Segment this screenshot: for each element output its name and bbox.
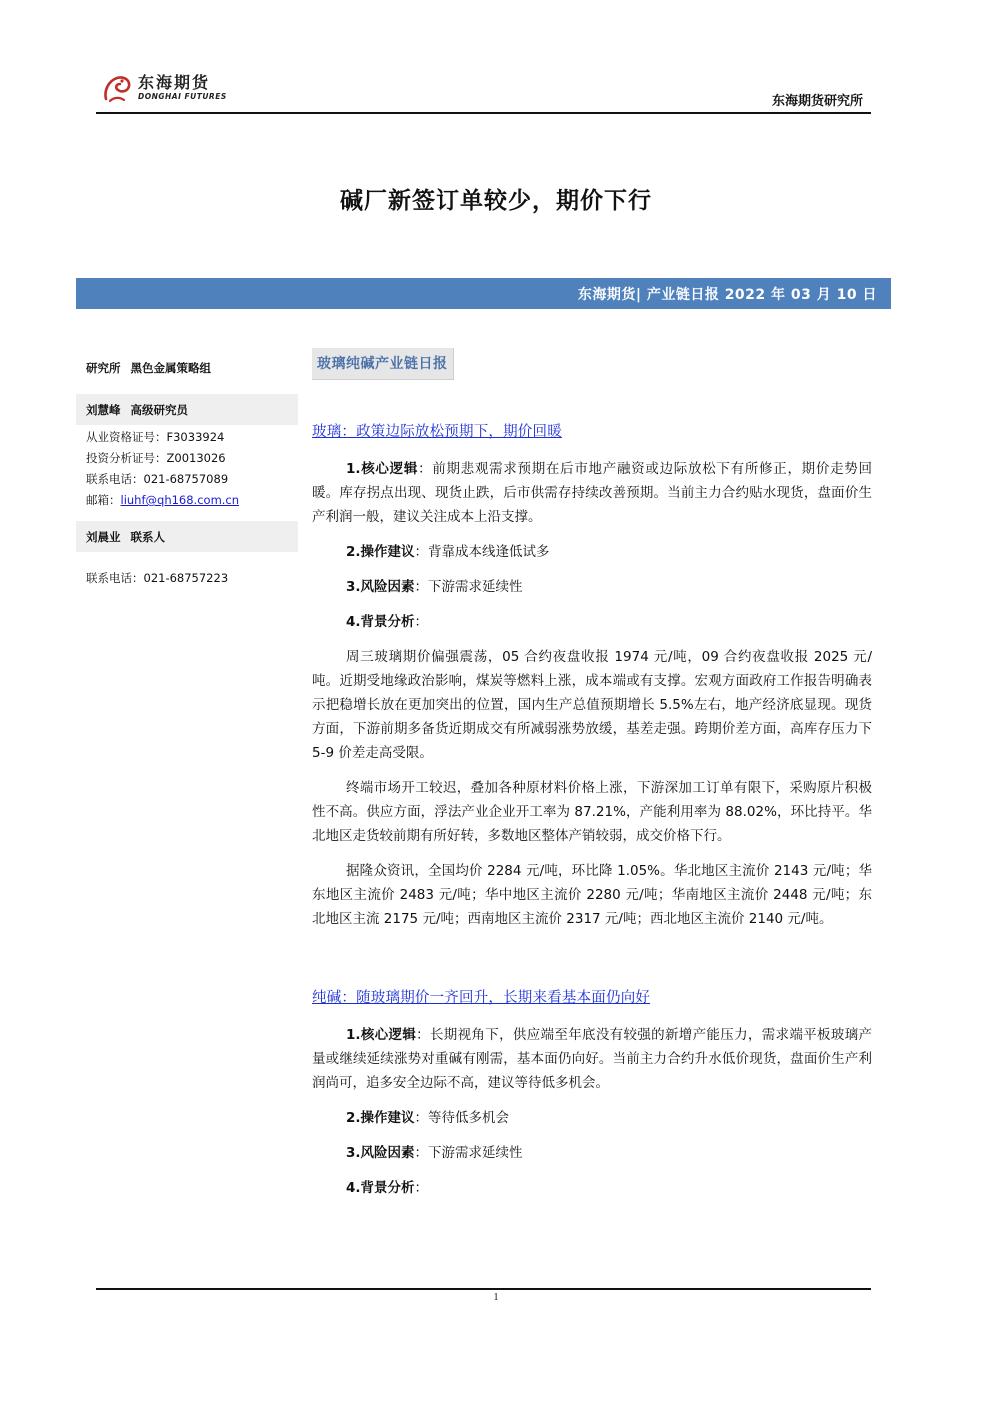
glass-paragraph-3: 据隆众资讯，全国均价 2284 元/吨，环比降 1.05%。华北地区主流价 2143 元/吨；华东地区主流价 2483 元/吨；华中地区主流价 2280 元/吨；华南地区主流价 2448 元/吨；东北地区主流 2175 元/吨；西南地区主流价 2317 元/吨；西北地区主流价 2140 元/吨。 <box>312 863 872 927</box>
author-sidebar <box>76 352 298 589</box>
logo-english-name: DONGHAI FUTURES <box>138 92 227 101</box>
glass-bg-label: 4.背景分析 <box>346 614 415 630</box>
dragon-logo-icon <box>100 71 134 105</box>
soda-risk-label: 3.风险因素 <box>346 1145 415 1161</box>
email-link[interactable]: liuhf@qh168.com.cn <box>120 493 240 507</box>
dept-row <box>76 352 298 383</box>
report-body <box>312 348 872 1211</box>
glass-paragraph-2: 终端市场开工较迟，叠加各种原材料价格上涨，下游深加工订单有限下，采购原片积极性不高。供应方面，浮法产业企业开工率为 87.21%，产能利用率为 88.02%，环比持平。华北地区走货较前期有所好转，多数地区整体产销较弱，成交价格下行。 <box>312 780 872 844</box>
glass-paragraph-1: 周三玻璃期价偏强震荡，05 合约夜盘收报 1974 元/吨，09 合约夜盘收报 2025 元/吨。近期受地缘政治影响，煤炭等燃料上涨，成本端或有支撑。宏观方面政府工作报告明确表示把稳增长放在更加突出的位置，国内生产总值预期增长 5.5%左右，地产经济底显现。现货方面，下游前期多备货近期成交有所减弱涨势放缓，基差走强。跨期价差方面，高库存压力下 5-9 价差走高受限。 <box>312 649 872 761</box>
soda-section-title[interactable]: 纯碱：随玻璃期价一齐回升，长期来看基本面仍向好 <box>312 990 651 1006</box>
glass-risk <box>312 575 872 599</box>
soda-operation <box>312 1106 872 1130</box>
glass-op-label: 2.操作建议 <box>346 544 415 560</box>
soda-bg-label: 4.背景分析 <box>346 1180 415 1196</box>
glass-bg-colon: ： <box>414 614 429 630</box>
report-title: 碱厂新签订单较少，期价下行 <box>340 188 652 214</box>
group-label: 黑色金属策略组 <box>130 360 211 375</box>
page-number: 1 <box>493 1292 499 1303</box>
glass-background-heading <box>312 610 872 634</box>
report-info-band <box>76 278 891 309</box>
report-category-tag: 玻璃纯碱产业链日报 <box>312 348 454 380</box>
email-row <box>76 490 298 511</box>
glass-logic-text: ：前期悲观需求预期在后市地产融资或边际放松下有所修正，期价走势回暖。库存拐点出现、现货止跌，后市供需存持续改善预期。当前主力合约贴水现货，盘面价生产利润一般，建议关注成本上沿支撑。 <box>312 461 872 525</box>
glass-core-logic <box>312 457 872 529</box>
dept-label: 研究所 <box>86 360 121 375</box>
soda-risk <box>312 1141 872 1165</box>
analyst-title: 高级研究员 <box>130 402 188 417</box>
soda-bg-colon: ： <box>414 1180 429 1196</box>
contact-phone: 联系电话：021-68757223 <box>86 571 229 585</box>
soda-logic-label: 1.核心逻辑 <box>346 1027 417 1043</box>
analyst-name: 刘慧峰 <box>86 402 121 417</box>
logo-chinese-name: 东海期货 <box>138 73 211 92</box>
glass-op-text: ：背靠成本线逢低试多 <box>414 544 550 560</box>
page-header <box>96 60 871 114</box>
institute-name: 东海期货研究所 <box>771 94 863 109</box>
analyst-row <box>76 394 298 425</box>
header-divider <box>96 112 871 114</box>
glass-operation <box>312 540 872 564</box>
contact-name: 刘晨业 <box>86 529 121 544</box>
soda-background-heading <box>312 1176 872 1200</box>
glass-section-title[interactable]: 玻璃：政策边际放松预期下，期价回暖 <box>312 424 562 440</box>
soda-risk-text: ：下游需求延续性 <box>414 1145 523 1161</box>
glass-risk-label: 3.风险因素 <box>346 579 415 595</box>
contact-title: 联系人 <box>130 529 165 544</box>
qualification-number: 从业资格证号：F3033924 <box>86 430 225 444</box>
company-logo <box>100 68 227 108</box>
report-info-text: 东海期货| 产业链日报 2022 年 03 月 10 日 <box>577 287 877 303</box>
soda-op-text: ：等待低多机会 <box>414 1110 510 1126</box>
soda-op-label: 2.操作建议 <box>346 1110 415 1126</box>
glass-risk-text: ：下游需求延续性 <box>414 579 523 595</box>
analyst-phone: 联系电话：021-68757089 <box>86 472 229 486</box>
glass-logic-label: 1.核心逻辑 <box>346 461 419 477</box>
soda-core-logic <box>312 1023 872 1095</box>
footer-divider <box>96 1288 871 1290</box>
email-label: 邮箱： <box>86 493 121 507</box>
investment-cert-number: 投资分析证号：Z0013026 <box>86 451 226 465</box>
contact-row <box>76 521 298 552</box>
soda-logic-text: ：长期视角下，供应端至年底没有较强的新增产能压力，需求端平板玻璃产量或继续延续涨势对重碱有刚需，基本面仍向好。当前主力合约升水低价现货，盘面价生产利润尚可，追多安全边际不高，建议等待低多机会。 <box>312 1027 872 1091</box>
